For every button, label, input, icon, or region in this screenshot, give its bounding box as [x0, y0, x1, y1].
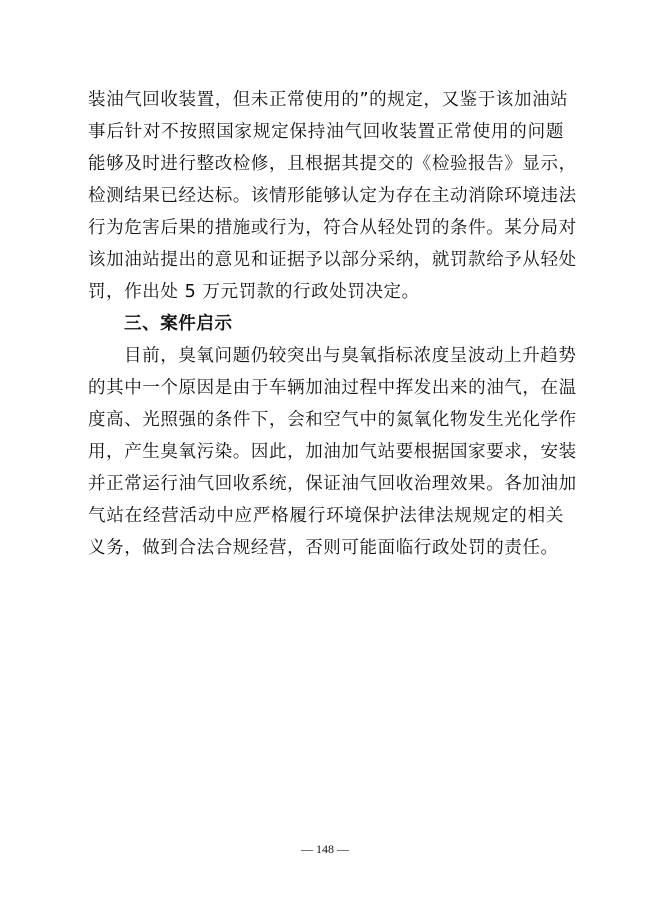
section-heading: 三、案件启示 — [124, 314, 233, 334]
paragraph-line: 检测结果已经达标。该情形能够认定为存在主动消除环境违法 — [88, 186, 577, 206]
paragraph-line: 的其中一个原因是由于车辆加油过程中挥发出来的油气，在温 — [88, 378, 577, 398]
paragraph-line: 并正常运行油气回收系统，保证油气回收治理效果。各加油加 — [88, 474, 577, 494]
paragraph-line: 该加油站提出的意见和证据予以部分采纳，就罚款给予从轻处 — [88, 250, 577, 270]
paragraph-line: 气站在经营活动中应严格履行环境保护法律法规规定的相关 — [88, 506, 564, 526]
page-number: — 148 — — [301, 842, 349, 856]
paragraph-line: 用，产生臭氧污染。因此，加油加气站要根据国家要求，安装 — [88, 442, 577, 462]
section-heading-block — [88, 308, 564, 340]
paragraph-line: 装油气回收装置，但未正常使用的”的规定，又鉴于该加油站 — [88, 90, 569, 110]
paragraph-case-insight — [88, 340, 577, 564]
paragraph-line: 义务，做到合法合规经营，否则可能面临行政处罚的责任。 — [88, 538, 559, 558]
paragraph-line: 度高、光照强的条件下，会和空气中的氮氧化物发生光化学作 — [88, 410, 577, 430]
paragraph-line: 事后针对不按照国家规定保持油气回收装置正常使用的问题 — [88, 122, 564, 142]
paragraph-line: 行为危害后果的措施或行为，符合从轻处罚的条件。某分局对 — [88, 218, 577, 238]
paragraph-line: 能够及时进行整改检修，且根据其提交的《检验报告》显示， — [88, 154, 577, 174]
paragraph-line: 罚，作出处 5 万元罚款的行政处罚决定。 — [88, 282, 420, 302]
paragraph-line: 目前，臭氧问题仍较突出与臭氧指标浓度呈波动上升趋势 — [124, 346, 577, 366]
paragraph-continued — [88, 84, 577, 308]
